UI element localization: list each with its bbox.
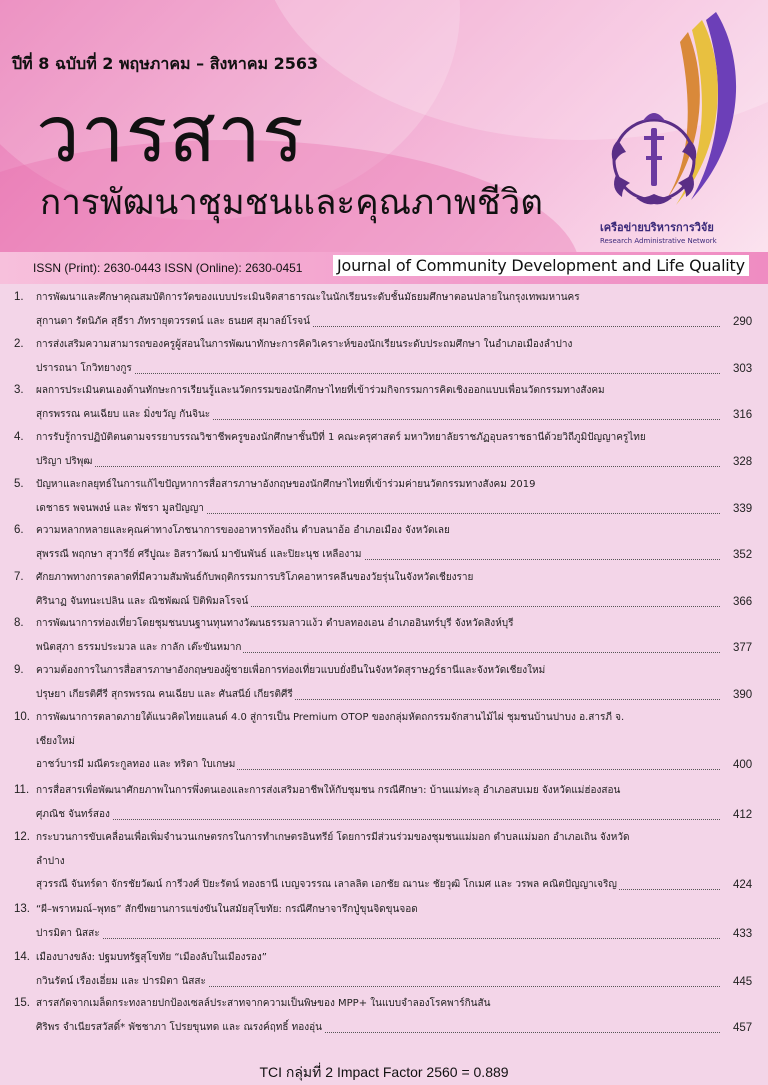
toc-entry-number: 7. [14, 571, 24, 583]
toc-entry-authors: เดชาธร พจนพงษ์ และ พัชรา มูลปัญญา [36, 502, 204, 514]
toc-entry-title: การส่งเสริมความสามารถของครูผู้สอนในการพัฒนาทักษะการคิดวิเคราะห์ของนักเรียนระดับประถมศึกษา ในอำเภอเมืองลำปาง [36, 339, 573, 350]
toc-entry-title: เมืองบางขลัง: ปฐมบทรัฐสุโขทัย “เมืองลับในเมืองรอง” [36, 952, 267, 963]
toc-entry-number: 3. [14, 384, 24, 396]
toc-entry-page: 433 [733, 927, 753, 940]
toc-entry-number: 11. [14, 784, 30, 796]
toc-entry-page: 445 [733, 975, 753, 988]
toc-entry-number: 8. [14, 617, 24, 629]
toc-entry-number: 4. [14, 431, 24, 443]
toc-entry-leader [40, 938, 720, 939]
toc-entry-page: 390 [733, 688, 753, 701]
toc-entry-number: 12. [14, 831, 30, 843]
toc-entry-number: 13. [14, 903, 30, 915]
toc-entry-authors: สุกานดา รัตนิภัค สุธีรา ภัทรายุตวรรตน์ และ ธนยศ สุมาลย์โรจน์ [36, 315, 311, 327]
toc-entry-title: ผลการประเมินตนเองด้านทักษะการเรียนรู้และนวัตกรรมของนักศึกษาไทยที่เข้าร่วมกิจกรรมการคิดเชิงออกแบบเพื่อนวัตกรรมทางสังคม [36, 385, 605, 396]
toc-entry-page: 457 [733, 1021, 753, 1034]
toc-entry-leader [40, 373, 720, 374]
toc-entry-page: 400 [733, 759, 753, 771]
toc-entry-authors: สุกรพรรณ คนเฉียบ และ มิ่งขวัญ กันจินะ [36, 408, 211, 420]
toc-entry-authors: ปรุษยา เกียรติศีรี สุกรพรรณ คนเฉียบ และ ศันสนีย์ เกียรติศีรี [36, 688, 293, 700]
issn-text: ISSN (Print): 2630-0443 ISSN (Online): 2630-0451 [33, 261, 303, 275]
toc-entry-leader [40, 819, 720, 820]
toc-entry-number: 6. [14, 524, 24, 536]
toc-entry-title: ความต้องการในการสื่อสารภาษาอังกฤษของผู้ชายเพื่อการท่องเที่ยวแบบยั่งยืนในจังหวัดสุราษฎร์ธานีและจังหวัดเชียงใหม่ [36, 665, 546, 676]
toc-entry-title: การพัฒนาและศึกษาคุณสมบัติการวัดของแบบประเมินจิตสาธารณะในนักเรียนระดับชั้นมัธยมศึกษาตอนปลายในกรุงเทพมหานคร [36, 292, 580, 303]
issue-info: ปีที่ 8 ฉบับที่ 2 พฤษภาคม – สิงหาคม 2563 [12, 54, 319, 73]
logo-caption-thai: เครือข่ายบริหารการวิจัย [600, 221, 714, 234]
research-network-logo-icon [596, 10, 746, 225]
toc-entry-authors: สุวรรณี จันทร์ดา จักรชัยวัฒน์ การีวงศ์ ปิยะรัตน์ ทองธานี เบญจวรรณ เลาลลิต เอกชัย ณานะ ชัยวุฒิ โกเมศ และ วรพล คณิตปัญญาเจริญ [36, 879, 617, 890]
toc-entry-title: การสื่อสารเพื่อพัฒนาศักยภาพในการพึ่งตนเองและการส่งเสริมอาชีพให้กับชุมชน กรณีศึกษา: บ้านแม่ทะลุ อำเภอสบเมย จังหวัดแม่ฮ่องสอน [36, 785, 621, 796]
toc-entry-title: ความหลากหลายและคุณค่าทางโภชนาการของอาหารท้องถิ่น ตำบลนาอ้อ อำเภอเมือง จังหวัดเลย [36, 525, 450, 536]
toc-entry-authors: ปริญา ปริพุฒ [36, 455, 93, 467]
toc-entry-page: 424 [733, 879, 753, 891]
toc-entry-number: 14. [14, 951, 30, 963]
toc-entry-leader [40, 466, 720, 467]
toc-entry-title: “ผี–พราหมณ์–พุทธ” สักขีพยานการแข่งขันในสมัยสุโขทัย: กรณีศึกษาจารึกปู่ขุนจิดขุนจอด [36, 904, 418, 915]
toc-entry-number: 1. [14, 291, 24, 303]
toc-entry-number: 5. [14, 478, 24, 490]
journal-title-main: วารสาร [36, 90, 305, 180]
journal-title-sub: การพัฒนาชุมชนและคุณภาพชีวิต [40, 183, 544, 223]
toc-entry-authors: ปรารถนา โกวิทยางกูร [36, 362, 132, 374]
toc-entry-number: 9. [14, 664, 24, 676]
toc-entry-title: เชียงใหม่ [36, 735, 76, 747]
toc-entry-title: ลำปาง [36, 855, 65, 867]
toc-entry-page: 290 [733, 315, 753, 328]
journal-english-title: Journal of Community Development and Life Quality [333, 255, 749, 276]
toc-entry-page: 377 [733, 641, 753, 654]
toc-entry-authors: ศิริพร จำเนียรสวัสดิ์* พัชชาภา โปรยขุนทด และ ณรงค์ฤทธิ์ ทองอุ่น [36, 1021, 322, 1033]
toc-entry-authors: อาชว์บารมี มณีตระกูลทอง และ ทริดา ใบเกษม [36, 759, 236, 770]
toc-entry-number: 10. [14, 711, 30, 723]
toc-entry-number: 15. [14, 997, 30, 1009]
logo-caption-english: Research Administrative Network [600, 237, 717, 245]
toc-entry-page: 328 [733, 455, 753, 468]
toc-entry-page: 303 [733, 362, 753, 375]
toc-entry-authors: กวินรัตน์ เรืองเอี่ยม และ ปารมิตา นิสสะ [36, 975, 206, 987]
toc-entry-authors: ศุภณิช จันทร์สอง [36, 808, 110, 820]
toc-entry-page: 316 [733, 408, 753, 421]
toc-entry-title: การพัฒนาการตลาดภายใต้แนวคิดไทยแลนด์ 4.0 สู่การเป็น Premium OTOP ของกลุ่มหัตถกรรมจักสานไม้ไผ่ ชุมชนบ้านปาบง อ.สารภี จ. [36, 712, 625, 723]
toc-entry-authors: สุพรรณี พฤกษา สุวารีย์ ศรีปูณะ อิสราวัฒน์ มาขันพันธ์ และปิยะนุช เหลืองาม [36, 548, 362, 560]
toc-entry-page: 366 [733, 595, 753, 608]
toc-entry-title: การรับรู้การปฏิบัติตนตามจรรยาบรรณวิชาชีพครูของนักศึกษาชั้นปีที่ 1 คณะครุศาสตร์ มหาวิทยาลัยราชภัฏอุบลราชธานีด้วยวิถีภูมิปัญญาครูไทย [36, 432, 646, 443]
toc-entry-authors: ศิรินาฏ จันทนะเปลิน และ ณิชพัฒณ์ ปิติพิมลโรจน์ [36, 595, 249, 607]
tci-impact-factor: TCI กลุ่มที่ 2 Impact Factor 2560 = 0.889 [259, 1064, 509, 1080]
toc-entry-authors: พนิตสุภา ธรรมประมวล และ กาลัก เต๊ะขันหมาก [36, 641, 242, 653]
logo-caption [600, 218, 740, 245]
toc-entry-authors: ปารมิตา นิสสะ [36, 927, 100, 939]
toc-entry-number: 2. [14, 338, 24, 350]
toc-entry-title: การพัฒนาการท่องเที่ยวโดยชุมชนบนฐานทุนทางวัฒนธรรมลาวแง้ว ตำบลทองเอน อำเภออินทร์บุรี จังหวัดสิงห์บุรี [36, 618, 514, 629]
toc-entry-page: 339 [733, 502, 753, 515]
toc-entry-page: 352 [733, 548, 753, 561]
toc-entry-title: กระบวนการขับเคลื่อนเพื่อเพิ่มจำนวนเกษตรกรในการทำเกษตรอินทรีย์ โดยการมีส่วนร่วมของชุมชนแม่มอก ตำบลแม่มอก อำเภอเถิน จังหวัด [36, 832, 630, 843]
toc-entry-title: ศักยภาพทางการตลาดที่มีความสัมพันธ์กับพฤติกรรมการบริโภคอาหารคลีนของวัยรุ่นในจังหวัดเชียงราย [36, 572, 474, 583]
toc-entry-title: ปัญหาและกลยุทธ์ในการแก้ไขปัญหาการสื่อสารภาษาอังกฤษของนักศึกษาไทยที่เข้าร่วมค่ายนวัตกรรมทางสังคม 2019 [36, 479, 536, 490]
toc-entry-page: 412 [733, 808, 753, 821]
toc-entry-title: สารสกัดจากเมล็ดกระทงลายปกป้องเซลล์ประสาทจากความเป็นพิษของ MPP+ ในแบบจำลองโรคพาร์กินสัน [36, 998, 491, 1009]
